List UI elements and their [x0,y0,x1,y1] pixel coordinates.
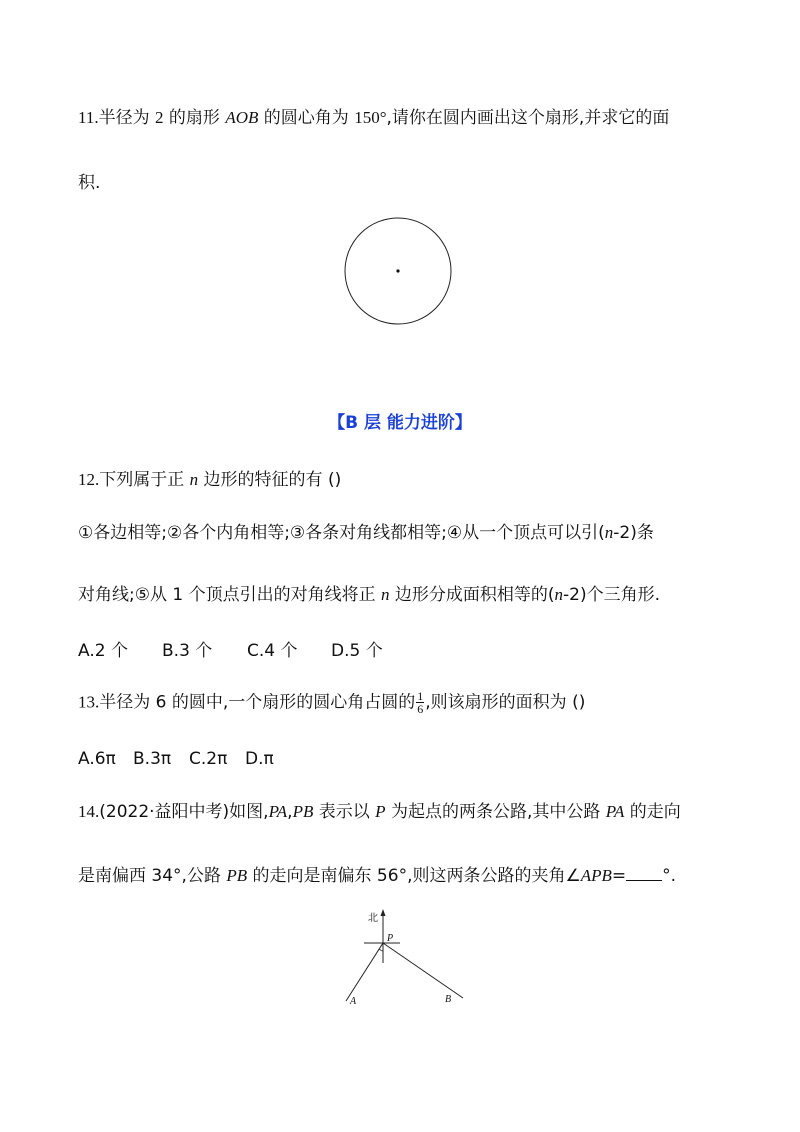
q12-option-a[interactable]: A.2 个 [78,641,128,661]
q11-line1: 11.半径为 2 的扇形 AOB 的圆心角为 150°,请你在圆内画出这个扇形,并求它的面 [78,108,670,128]
answer-blank[interactable] [626,864,662,881]
q11-number: 11. [78,108,99,127]
q13-option-c[interactable]: C.2π [189,749,228,769]
north-arrow-icon [381,909,386,916]
q14-line2: 是南偏西 34°,公路 PB 的走向是南偏东 56°,则这两条公路的夹角∠APB= °. [78,866,677,886]
q14-number: 14. [78,802,100,821]
point-p-label: P [387,933,394,944]
q13-options [78,748,274,770]
q12-options [78,640,383,662]
point-b-label: B [445,994,452,1005]
q12-line3: 对角线;⑤从 1 个顶点引出的对角线将正 n 边形分成面积相等的(n-2)个三角形. [78,585,661,605]
point-a-label: A [350,996,357,1007]
q13-option-b[interactable]: B.3π [133,749,172,769]
road-pb [383,943,463,998]
q12-number: 12. [78,470,100,489]
q13-option-d[interactable]: D.π [245,749,274,769]
q12-line2: ①各边相等;②各个内角相等;③各条对角线都相等;④从一个顶点可以引(n-2)条 [78,523,654,543]
q13-line1: 13.半径为 6 的圆中,一个扇形的圆心角占圆的 $\frac{1}{6}$ ,则该扇形的面积为 () [78,689,586,716]
road-pa [346,943,383,1001]
q11-circle-figure [338,212,458,332]
q12-line1: 12.下列属于正 n 边形的特征的有 () [78,470,342,490]
q12-option-d[interactable]: D.5 个 [331,641,383,661]
q11-line2: 积. [78,173,101,193]
q14-road-figure [340,905,470,1015]
circle-center-dot [396,269,399,272]
q14-line1: 14.(2022·益阳中考)如图,PA,PB 表示以 P 为起点的两条公路,其中公路 PA 的走向 [78,802,681,822]
angle-mark [380,949,384,951]
q12-option-c[interactable]: C.4 个 [247,641,298,661]
q12-option-b[interactable]: B.3 个 [162,641,213,661]
section-heading: 【B 层 能力进阶】 [328,413,472,433]
q13-option-a[interactable]: A.6π [78,749,116,769]
fraction-one-sixth: $\frac{1}{6}$ [417,689,424,716]
q13-number: 13. [78,692,100,712]
north-label: 北 [368,913,378,924]
